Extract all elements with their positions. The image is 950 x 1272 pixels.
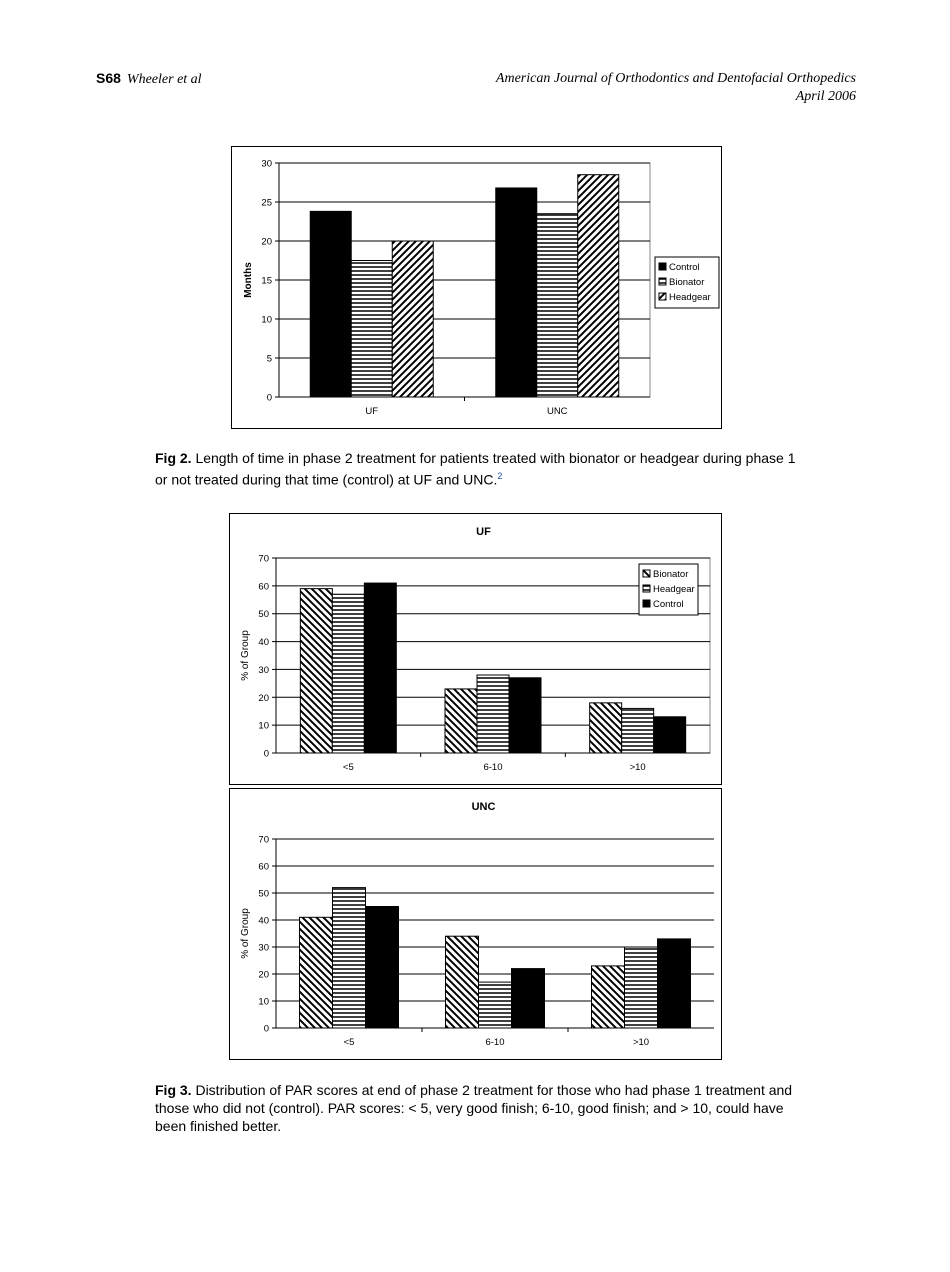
fig3-unc-chart-bar-control-6-10 [512, 969, 545, 1028]
fig3-unc-chart-ylabel: % of Group [240, 908, 251, 959]
fig2-caption [155, 449, 800, 489]
fig3-uf-chart-bar-bionator-gt10 [590, 703, 622, 753]
fig3-uf-chart-ytick-label: 30 [258, 664, 269, 676]
fig3-uf-chart-bar-bionator-6-10 [445, 689, 477, 753]
fig2-chart-xtick-label: UF [365, 406, 379, 417]
fig2-caption-label: Fig 2. [155, 450, 192, 466]
fig3-unc-chart-bar-bionator-6-10 [446, 936, 479, 1028]
fig3-uf-chart-ytick-label: 70 [258, 553, 269, 565]
fig3-uf-chart-title: UF [476, 526, 491, 538]
fig2-chart-legend-swatch-bionator [659, 278, 666, 285]
fig3-uf-chart-legend-swatch-control [643, 600, 650, 607]
running-header-left [96, 70, 202, 88]
fig3-caption [155, 1081, 800, 1135]
running-header-right [496, 70, 856, 106]
fig3-unc-chart-bar-bionator-gt10 [592, 966, 625, 1028]
fig2-chart-ytick-label: 20 [261, 236, 272, 248]
fig3-uf-chart-bar-headgear-lt5 [332, 594, 364, 753]
fig3-unc-chart-ytick-label: 20 [258, 969, 269, 981]
fig3-uf-chart-bar-control-lt5 [364, 583, 396, 753]
fig3-caption-label: Fig 3. [155, 1082, 192, 1098]
fig2-chart-bar-headgear-unc [578, 175, 619, 397]
fig3-unc-chart-ytick-label: 50 [258, 888, 269, 900]
fig3-uf-chart-legend-label-control: Control [653, 599, 684, 610]
fig3-uf-chart-bar-control-gt10 [654, 717, 686, 753]
fig2-chart-ytick-label: 15 [261, 275, 272, 287]
fig3-unc-chart-ytick-label: 0 [263, 1023, 269, 1035]
journal-name: American Journal of Orthodontics and Dentofacial Orthopedics [495, 71, 856, 86]
fig3-uf-chart-bar-control-6-10 [509, 678, 541, 753]
fig2-chart-ytick-label: 30 [261, 158, 272, 170]
fig2-chart-legend-label-headgear: Headgear [669, 292, 711, 303]
fig2-chart-legend-label-control: Control [669, 262, 700, 273]
fig3-uf-chart-legend-label-bionator: Bionator [653, 569, 689, 580]
fig3-uf-chart-ytick-label: 40 [258, 637, 269, 649]
fig2-caption-ref: 2 [497, 471, 503, 481]
fig3-caption-text: Distribution of PAR scores at end of phase 2 treatment for those who had phase 1 treatment and those who did not (control). PAR scores: < 5, very good finish; 6-10, good finish; and > 10, could have been finished better. [155, 1082, 793, 1134]
fig3-uf-chart-bar-headgear-6-10 [477, 675, 509, 753]
fig2-chart-ytick-label: 10 [261, 314, 272, 326]
fig3-uf-chart-bar-headgear-gt10 [622, 708, 654, 753]
fig3-unc-chart-bar-control-gt10 [658, 939, 691, 1028]
fig2-chart-bar-control-unc [496, 188, 537, 397]
fig3-uf-chart-ytick-label: 50 [258, 609, 269, 621]
fig3-uf-chart-ytick-label: 60 [258, 581, 269, 593]
fig2-chart-legend-label-bionator: Bionator [669, 277, 705, 288]
fig2-chart-bar-headgear-uf [392, 241, 433, 397]
fig3-unc-chart-bar-headgear-gt10 [625, 947, 658, 1028]
fig2-chart-legend-swatch-headgear [659, 293, 666, 300]
fig2-chart [231, 146, 722, 429]
fig3-uf-chart [229, 513, 722, 785]
author-line: Wheeler et al [126, 72, 202, 87]
fig3-unc-chart-bar-bionator-lt5 [300, 917, 333, 1028]
fig2-chart-bar-bionator-unc [537, 214, 578, 397]
fig3-uf-chart-legend-swatch-bionator [643, 570, 650, 577]
fig3-unc-chart [229, 788, 722, 1060]
fig3-uf-chart-legend-label-headgear: Headgear [653, 584, 695, 595]
fig3-uf-chart-xtick-label: <5 [342, 762, 354, 773]
fig2-chart-bar-control-uf [310, 211, 351, 397]
fig2-chart-ytick-label: 25 [261, 197, 272, 209]
fig2-chart-ylabel: Months [243, 262, 254, 298]
fig3-uf-chart-ylabel: % of Group [240, 630, 251, 681]
fig2-chart-xtick-label: UNC [546, 406, 568, 417]
fig2-caption-text: Length of time in phase 2 treatment for patients treated with bionator or headgear during phase 1 or not treated during that time (control) at UF and UNC. [155, 450, 796, 488]
fig2-chart-bar-bionator-uf [351, 261, 392, 398]
fig3-unc-chart-ytick-label: 30 [258, 942, 269, 954]
fig3-uf-chart-xtick-label: 6-10 [483, 762, 503, 773]
fig3-unc-chart-ytick-label: 40 [258, 915, 269, 927]
fig3-uf-chart-ytick-label: 0 [263, 748, 269, 760]
fig3-unc-chart-xtick-label: <5 [343, 1037, 355, 1048]
fig3-unc-chart-bar-headgear-lt5 [333, 888, 366, 1028]
fig3-uf-chart-ytick-label: 20 [258, 692, 269, 704]
fig3-unc-chart-ytick-label: 70 [258, 834, 269, 846]
fig3-unc-chart-xtick-label: >10 [632, 1037, 650, 1048]
fig2-chart-ytick-label: 0 [266, 392, 272, 404]
page-number: S68 [96, 70, 121, 86]
fig3-unc-chart-title: UNC [471, 801, 496, 813]
fig3-uf-chart-legend-swatch-headgear [643, 585, 650, 592]
fig2-chart-ytick-label: 5 [266, 353, 272, 365]
fig2-chart-frame [232, 147, 722, 429]
fig3-uf-chart-bar-bionator-lt5 [300, 589, 332, 753]
fig3-unc-chart-bar-control-lt5 [366, 907, 399, 1029]
fig3-uf-chart-ytick-label: 10 [258, 720, 269, 732]
fig3-unc-chart-ytick-label: 60 [258, 861, 269, 873]
issue-date: April 2006 [795, 89, 856, 104]
fig3-unc-chart-xtick-label: 6-10 [485, 1037, 505, 1048]
fig3-unc-chart-bar-headgear-6-10 [479, 982, 512, 1028]
fig3-unc-chart-ytick-label: 10 [258, 996, 269, 1008]
fig2-chart-legend-swatch-control [659, 263, 666, 270]
fig3-uf-chart-xtick-label: >10 [629, 762, 646, 773]
